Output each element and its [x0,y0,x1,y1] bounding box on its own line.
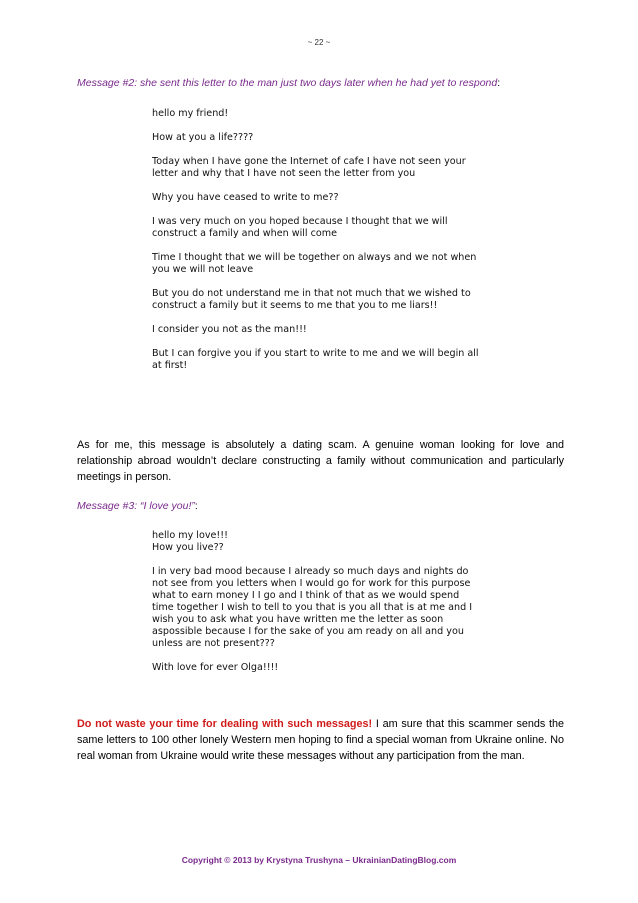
letter-line: Time I thought that we will be together on always and we not when you we will not leave [152,252,477,275]
message-2-caption-text: Message #2: she sent this letter to the man just two days later when he had yet to respond [77,77,498,89]
message-2-letter [152,108,482,384]
message-3-letter [152,530,482,686]
copyright-footer: Copyright © 2013 by Krystyna Trushyna – UkrainianDatingBlog.com [181,855,457,865]
message-3-caption-text: Message #3: “I love you!” [77,500,195,512]
letter-line: But you do not understand me in that not much that we wished to construct a family but it seems to me that you to me liars!! [152,288,471,311]
letter-line: But I can forgive you if you start to write to me and we will begin all at first! [152,348,479,371]
letter-line: I was very much on you hoped because I thought that we will construct a family and when will come [152,216,448,239]
letter-line: Today when I have gone the Internet of cafe I have not seen your letter and why that I have not seen the letter from you [152,156,466,179]
letter-line: hello my friend! [152,108,229,119]
letter-line: I consider you not as the man!!! [152,324,307,335]
letter-line: Why you have ceased to write to me?? [152,192,339,203]
warning-paragraph-text: I am sure that this scammer sends the same letters to 100 other lonely Western men hoping to find a special woman from Ukraine online. No real woman from Ukraine would write these messages without any participation from the man. [77,718,564,762]
warning-paragraph [77,716,564,764]
letter-line: hello my love!!! How you live?? [152,530,228,553]
letter-line: I in very bad mood because I already so much days and nights do not see from you letters when I would go for work for this purpose what to earn money I I go and I think of that as we would spend time together I wish to tell to you that is you all that is at me and I wish you to ask what you have written me the letter as soon aspossible because I for the sake of you am ready on all and you unless are not present??? [152,566,473,649]
commentary-paragraph: As for me, this message is absolutely a dating scam. A genuine woman looking for love and relationship abroad wouldn’t declare constructing a family without communication and particularly meetings in person. [77,439,564,483]
message-2-caption: Message #2: she sent this letter to the man just two days later when he had yet to respond: [77,77,501,89]
warning-text: Do not waste your time for dealing with such messages! [77,718,373,730]
letter-line: With love for ever Olga!!!! [152,662,279,673]
letter-line: How at you a life???? [152,132,254,143]
page-number: ~ 22 ~ [307,38,331,47]
message-3-caption: Message #3: “I love you!”: [77,500,198,512]
